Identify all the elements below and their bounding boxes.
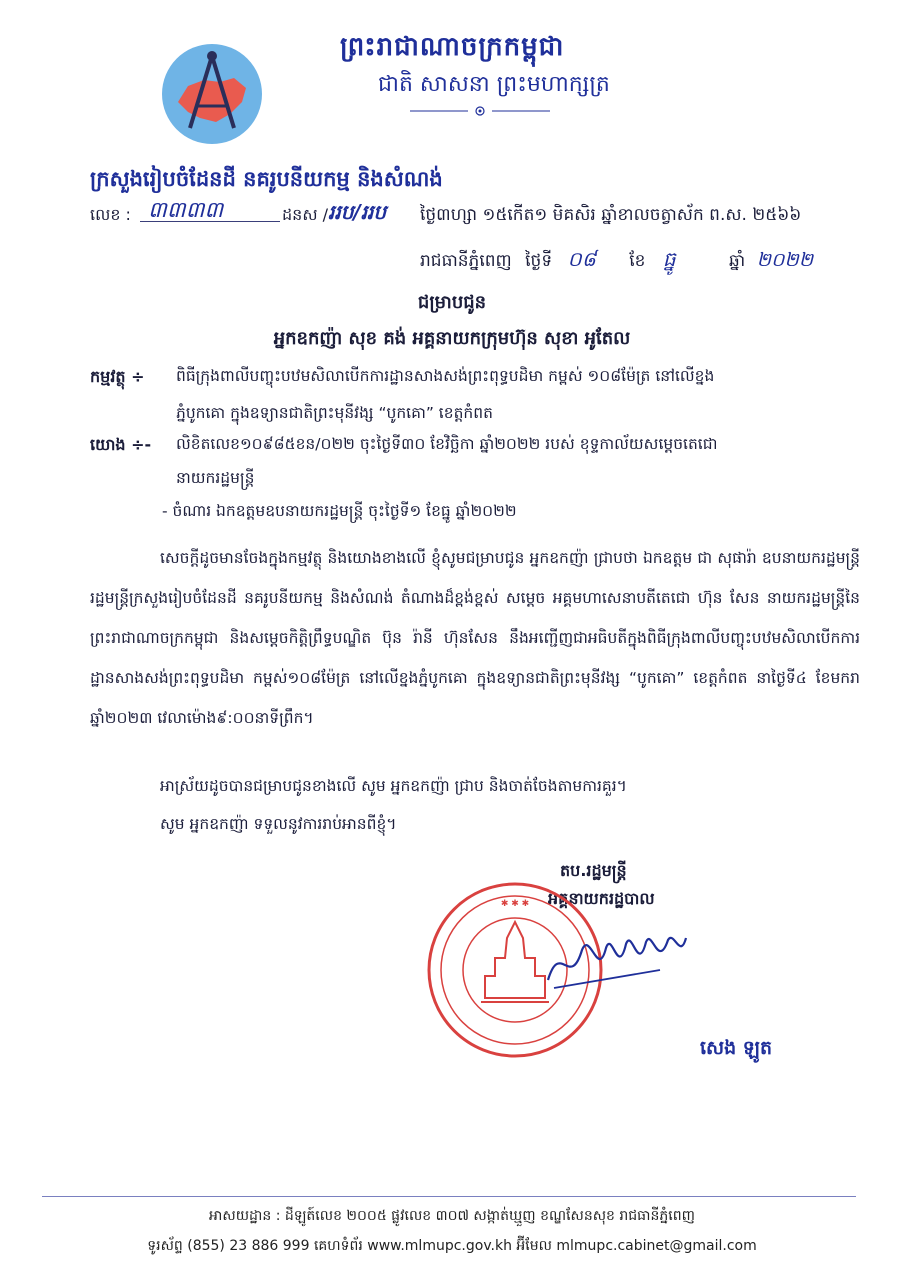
footer-address: អាសយដ្ឋាន : ដីឡូត៍លេខ ២០០៥ ផ្លូវលេខ ៣០៧ សង្កាត់ឃ្មួញ ខណ្ឌសែនសុខ រាជធានីភ្នំពេញ <box>209 1208 695 1224</box>
date-year-label: ឆ្នាំ <box>728 251 746 271</box>
reference-code: ររប/ររប <box>328 200 387 224</box>
solar-date <box>420 246 813 276</box>
footer-contact: ទូរស័ព្ទ (855) 23 886 999 គេហទំព័រ www.mlmupc.gov.kh អ៊ីមែល mlmupc.cabinet@gmail.com <box>147 1238 757 1254</box>
reference-docs-label: យោង ÷- <box>90 435 152 454</box>
body-paragraph-2: អាស្រ័យដូចបានជម្រាបជូនខាងលើ សូម អ្នកឧកញ៉ា ជ្រាប និងចាត់ចែងតាមការគួរ។ <box>160 777 627 795</box>
reference-underline <box>140 221 280 222</box>
svg-text:✱ ✱ ✱: ✱ ✱ ✱ <box>500 899 530 909</box>
reference-doc-2: - ចំណារ ឯកឧត្តមឧបនាយករដ្ឋមន្ត្រី ចុះថ្ងៃទី១ ខែធ្នូ ឆ្នាំ២០២២ <box>162 502 517 520</box>
signature-title-2: អគ្គនាយករដ្ឋបាល <box>548 889 655 908</box>
subject-line-1: ពិធីក្រុងពាលីបញ្ចុះបឋមសិលាបើកការដ្ឋានសាងសង់ព្រះពុទ្ធបដិមា កម្ពស់ ១០៨ម៉ែត្រ នៅលើខ្នង <box>176 367 715 385</box>
national-motto: ជាតិ សាសនា ព្រះមហាក្សត្រ <box>378 72 610 97</box>
reference-number: ៣៣៣៣ <box>148 198 224 223</box>
body-paragraph-3: សូម អ្នកឧកញ៉ា ទទួលនូវការរាប់អានពីខ្ញុំ។ <box>160 815 397 833</box>
date-year: ២០២២ <box>756 249 814 271</box>
date-month: ធ្នូ <box>662 247 676 271</box>
reference-label: លេខ : <box>90 205 131 224</box>
date-day: ០៨ <box>567 247 596 271</box>
signature-title-1: តប.រដ្ឋមន្ត្រី <box>560 861 627 880</box>
salutation: ជម្រាបជូន <box>417 292 487 313</box>
signatory-name: សេង ឡូត <box>700 1037 773 1059</box>
date-city: រាជធានីភ្នំពេញ <box>420 251 512 271</box>
subject-label: កម្មវត្ថុ ÷ <box>90 367 145 386</box>
ornament-divider <box>410 104 550 118</box>
ministry-logo <box>160 42 264 146</box>
footer-divider <box>42 1196 856 1197</box>
kingdom-title: ព្រះរាជាណាចក្រកម្ពុជា <box>340 32 565 62</box>
recipient: អ្នកឧកញ៉ា សុខ គង់ អគ្គនាយកក្រុមហ៊ុន សុខា អូតែល <box>273 328 631 349</box>
date-month-label: ខែ <box>629 251 646 271</box>
reference-suffix: ដនស / <box>282 205 329 224</box>
reference-doc-1-line-2: នាយករដ្ឋមន្ត្រី <box>176 469 255 487</box>
lunar-date: ថ្ងៃ៣ហ្សា ១៥កើត១ មិគសិរ ឆ្នាំខាលចត្វាស័ក ព.ស. ២៥៦៦ <box>420 205 802 225</box>
body-paragraph-1: សេចក្តីដូចមានចែងក្នុងកម្មវត្ថុ និងយោងខាងលើ ខ្ញុំសូមជម្រាបជូន អ្នកឧកញ៉ា ជ្រាបថា ឯកឧត្តម ជា សុផារ៉ា ឧបនាយករដ្ឋមន្ត្រី រដ្ឋមន្ត្រីក្រសួងរៀបចំដែនដី នគរូបនីយកម្ម និងសំណង់ តំណាងដ៏ខ្ពង់ខ្ពស់ សម្តេច អគ្គមហាសេនាបតីតេជោ ហ៊ុន សែន នាយករដ្ឋមន្ត្រីនៃព្រះរាជាណាចក្រកម្ពុជា និងសម្តេចកិត្តិព្រឹទ្ធបណ្ឌិត ប៊ុន រ៉ានី ហ៊ុនសែន នឹងអញ្ជើញជាអធិបតីក្នុងពិធីក្រុងពាលីបញ្ចុះបឋមសិលាបើកការដ្ឋានសាងសង់ព្រះពុទ្ធបដិមា កម្ពស់១០៨ម៉ែត្រ នៅលើខ្នងភ្នំបូកគោ ក្នុងឧទ្យានជាតិព្រះមុនីវង្ស “បូកគោ” ខេត្តកំពត នាថ្ងៃទី៤ ខែមករា ឆ្នាំ២០២៣ វេលាម៉ោង៩:០០នាទីព្រឹក។ <box>90 549 860 727</box>
date-day-label: ថ្ងៃទី <box>525 251 553 271</box>
handwritten-signature <box>540 920 690 1000</box>
subject-line-2: ភ្នំបូកគោ ក្នុងឧទ្យានជាតិព្រះមុនីវង្ស “បូកគោ” ខេត្តកំពត <box>176 404 493 422</box>
reference-doc-1-line-1: លិខិតលេខ១០៩៨៥ខន/០២២ ចុះថ្ងៃទី៣០ ខែវិច្ឆិកា ឆ្នាំ២០២២ របស់ ខុទ្ទកាល័យសម្ដេចតេជោ <box>176 435 718 453</box>
ministry-name: ក្រសួងរៀបចំដែនដី នគរូបនីយកម្ម និងសំណង់ <box>90 167 443 191</box>
